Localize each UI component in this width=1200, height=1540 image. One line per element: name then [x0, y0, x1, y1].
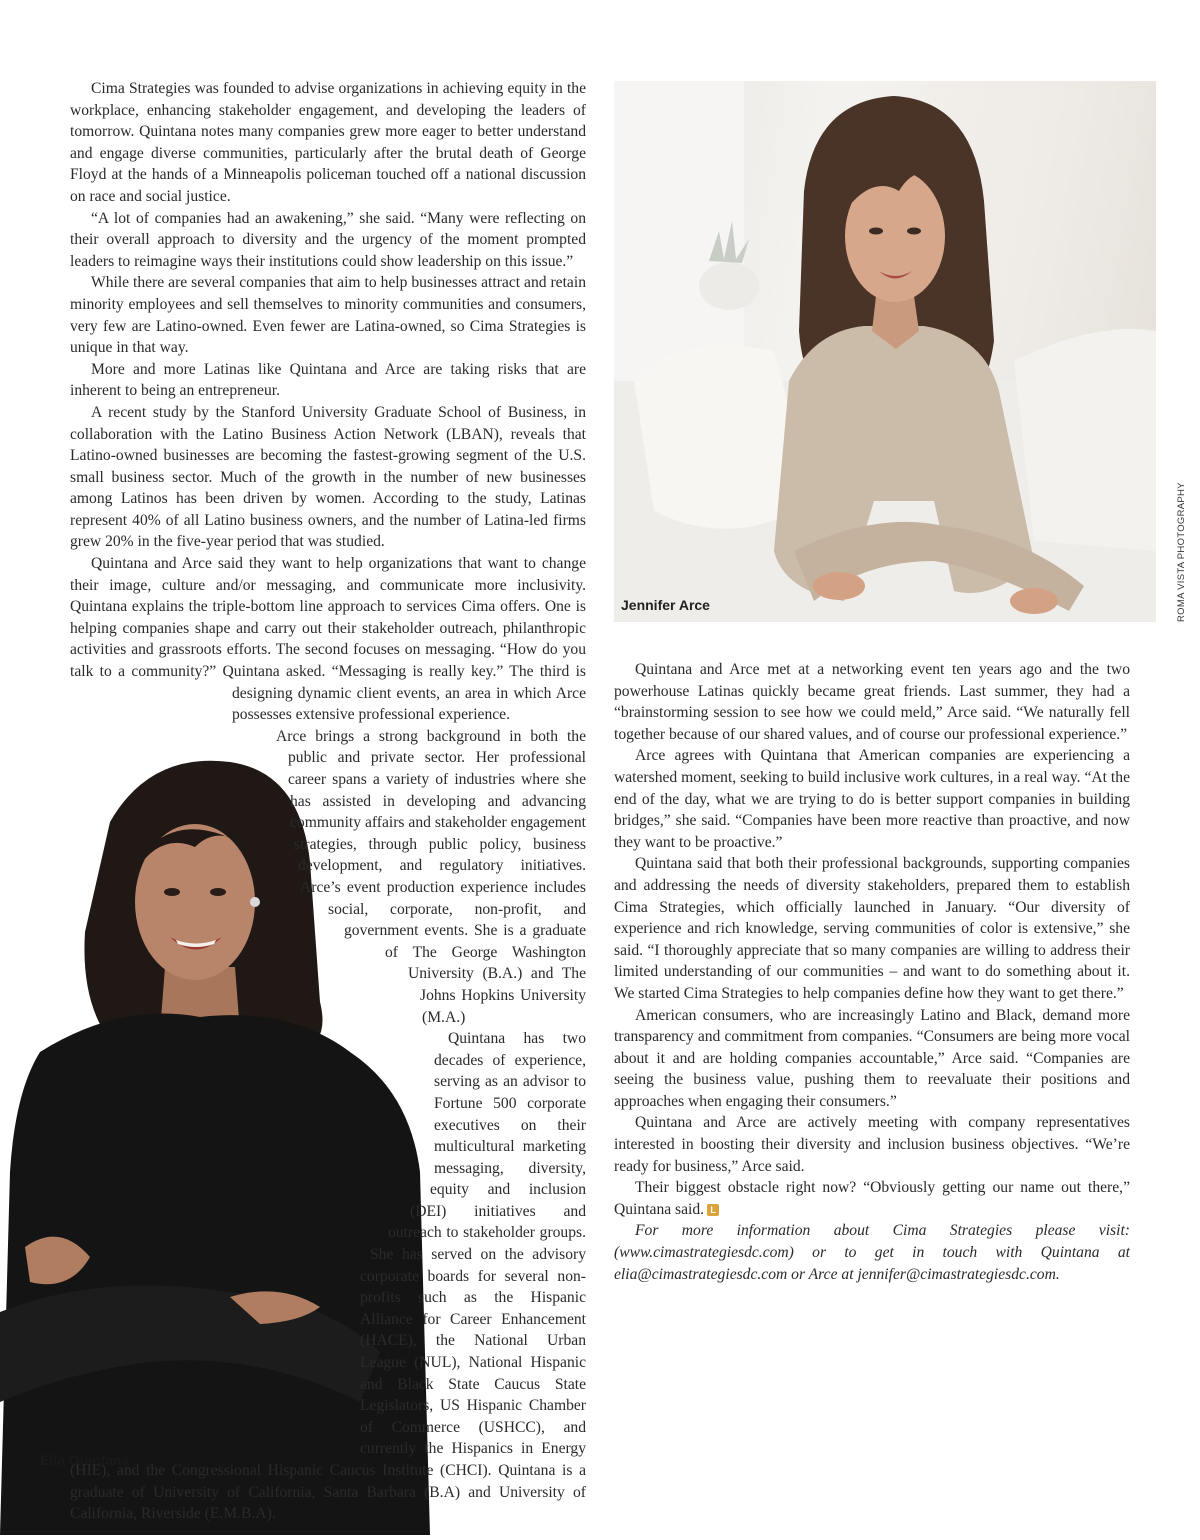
- paragraph: Quintana and Arce met at a networking event ten years ago and the two powerhouse Latinas quickly became great friends. Last summer, they had a “brainstorming session to see how we could meld,” Arce said. “We naturally fell together because of our shared values, and of course our professional experience.”: [614, 661, 1130, 743]
- paragraph: Arce agrees with Quintana that American companies are experiencing a watershed moment, seeking to build inclusive work cultures, in a real way. “At the end of the day, what we are trying to do is better support companies in building bridges,” she said. “Companies have been more reactive than proactive, and now they want to be proactive.”: [614, 747, 1130, 851]
- paragraph: More and more Latinas like Quintana and Arce are taking risks that are inherent to being an entrepreneur.: [70, 360, 586, 400]
- article-right-column: [614, 659, 1130, 1285]
- article-left-column: [70, 78, 586, 1525]
- portrait-arce-illustration: [614, 81, 1156, 622]
- paragraph: Cima Strategies was founded to advise organizations in achieving equity in the workplace, enhancing stakeholder engagement, and developing the leaders of tomorrow. Quintana notes many companies grew more eager to better understand and engage diverse communities, particularly after the brutal death of George Floyd at the hands of a Minneapolis policeman touched off a national discussion on race and social justice.: [70, 80, 586, 205]
- paragraph: Quintana said that both their professional backgrounds, supporting companies and addressing the needs of diversity stakeholders, prepared them to establish Cima Strategies, which officially launched in January. “Our diversity of experience and rich knowledge, serving communities of color is extensive,” she said. “I thoroughly appreciate that so many companies are willing to address their limited understanding of our communities – and want to do something about it. We started Cima Strategies to help companies define how they want to get there.”: [614, 855, 1130, 1002]
- paragraph: Quintana and Arce are actively meeting with company representatives interested in boosting their diversity and inclusion business objectives. “We’re ready for business,” Arce said.: [614, 1114, 1130, 1175]
- end-of-article-icon: L: [707, 1204, 719, 1216]
- paragraph: Quintana has two decades of experience, serving as an advisor to Fortune 500 corporate executives on their multicultural marketing messaging, diversity, equity and inclusion (DEI) initiatives and outreach to stakeholder groups. She has served on the advisory corporate boards for several non-profits such as the Hispanic Alliance for Career Enhancement (HACE), the National Urban League (NUL), National Hispanic and Black State Caucus State Legislators, US Hispanic Chamber of Commerce (USHCC), and currently the Hispanics in Energy (HIE), and the Congressional Hispanic Caucus Institute (CHCI). Quintana is a graduate of University of California, Santa Barbara (B.A) and University of California, Riverside (E.M.B.A).: [70, 1030, 586, 1523]
- paragraph: American consumers, who are increasingly Latino and Black, demand more transparency and commitment from companies. “Consumers are being more vocal about it and are holding companies accountable,” Arce said. “Companies are seeing the business value, pushing them to reevaluate their positions and approaches when engaging their consumers.”: [614, 1006, 1130, 1110]
- paragraph: A recent study by the Stanford University Graduate School of Business, in collaboration with the Latino Business Action Network (LBAN), reveals that Latino-owned businesses are becoming the fastest-growing segment of the U.S. small business sector. Much of the growth in the number of new businesses among Latinos has been driven by women. According to the study, Latinas represent 40% of all Latino business owners, and the number of Latina-led firms grew 20% in the five-year period that was studied.: [70, 403, 586, 551]
- photo-jennifer-arce: [614, 81, 1156, 622]
- paragraph: “A lot of companies had an awakening,” she said. “Many were reflecting on their overall approach to diversity and the urgency of the moment prompted leaders to reimagine ways their institutions could show leadership on this issue.”: [70, 209, 586, 270]
- final-text: Their biggest obstacle right now? “Obviously getting our name out there,” Quintana said.: [614, 1179, 1130, 1218]
- paragraph: While there are several companies that aim to help businesses attract and retain minority employees and sell themselves to minority communities and consumers, very few are Latino-owned. Even fewer are Latina-owned, so Cima Strategies is unique in that way.: [70, 274, 586, 357]
- photo-credit: ROMA VISTA PHOTOGRAPHY: [1176, 482, 1187, 622]
- paragraph-final: [614, 1177, 1130, 1220]
- paragraph: Quintana and Arce said they want to help organizations that want to change their image, culture and/or messaging, and communicate more inclusivity. Quintana explains the triple-bottom line approach to services Cima offers. One is helping companies shape and carry out their stakeholder outreach, philanthropic activities and grassroots efforts. The second focuses on messaging. “How do you talk to a community?” Quintana asked. “Messaging is really key.” The third is designing dynamic client events, an area in which Arce possesses extensive professional experience.: [70, 555, 586, 724]
- photo-caption-quintana: Elia Quintana: [40, 1452, 130, 1468]
- paragraph: Arce brings a strong background in both the public and private sector. Her professional career spans a variety of industries where she has assisted in developing and advancing community affairs and stakeholder engagement strategies, through public policy, business development, and regulatory initiatives. Arce’s event production experience includes social, corporate, non-profit, and government events. She is a graduate of The George Washington University (B.A.) and The Johns Hopkins University (M.A.): [276, 727, 586, 1026]
- photo-caption-arce: Jennifer Arce: [621, 597, 710, 613]
- contact-info: For more information about Cima Strategies please visit: (www.cimastrategiesdc.com) or to get in touch with Quintana at elia@cimastrategiesdc.com or Arce at jennifer@cimastrategiesdc.com.: [614, 1222, 1130, 1283]
